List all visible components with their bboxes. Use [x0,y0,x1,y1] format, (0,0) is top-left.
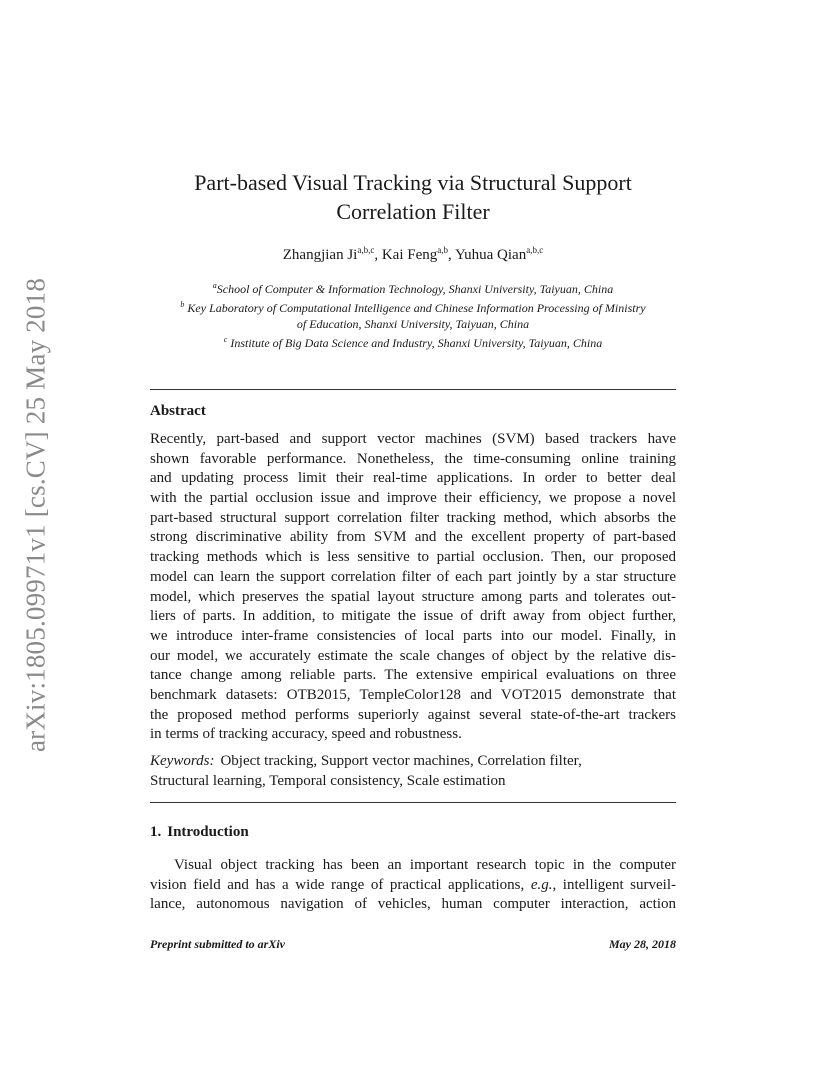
paper-title [150,168,676,226]
abstract-line: shown favorable performance. Nonetheless, the time-consuming online training [150,450,676,467]
abstract-line: model can learn the support correlation filter of each part jointly by a star structure [150,568,676,585]
affiliation-text: Key Laboratory of Computational Intelligence and Chinese Information Processing of Ministry [187,301,646,315]
bottom-divider [150,802,676,803]
abstract-body [150,430,676,745]
footer-preprint-note: Preprint submitted to arXiv [150,937,286,951]
affiliation-b [140,297,686,316]
introduction-body [150,856,676,915]
intro-line [150,876,676,896]
affiliation-text: School of Computer & Information Technology, Shanxi University, Taiyuan, China [216,282,614,296]
section-title: Introduction [167,824,249,840]
affiliation-mark: a [212,281,217,290]
affiliation-b-continued: of Education, Shanxi University, Taiyuan, China [296,317,530,331]
affiliation-mark: c [223,335,228,344]
abstract-line: we introduce inter-frame consistencies of local parts into our model. Finally, in [150,627,676,644]
title-line-2: Correlation Filter [336,199,490,224]
keywords [150,751,676,790]
abstract-line: benchmark datasets: OTB2015, TempleColor128 and VOT2015 demonstrate that [150,686,676,703]
top-divider [150,389,676,390]
affiliation-c [140,332,686,351]
title-line-1: Part-based Visual Tracking via Structural Support [194,170,632,195]
section-number: 1. [150,824,162,840]
abstract-line: Recently, part-based and support vector machines (SVM) based trackers have [150,431,676,447]
affiliation-a [140,278,686,297]
abstract-line: in terms of tracking accuracy, speed and robustness. [150,726,462,743]
author-affiliation-marks: a,b,c [357,245,375,255]
affiliation-mark: b [180,300,185,309]
author-name: Yuhua Qian [454,247,527,263]
author-affiliation-marks: a,b [437,245,449,255]
author-name: Kai Feng [381,247,438,263]
abstract-line: tracking methods which is less sensitive to partial occlusion. Then, our proposed [150,549,676,566]
section-heading [150,824,249,841]
abstract-line: with the partial occlusion issue and improve their efficiency, we propose a novel [150,490,676,507]
affiliation-text: Institute of Big Data Science and Industry, Shanxi University, Taiyuan, China [230,336,603,350]
arxiv-identifier-stamp [16,270,56,760]
arxiv-identifier: arXiv:1805.09971v1 [cs.CV] 25 May 2018 [20,277,51,753]
author-affiliation-marks: a,b,c [526,245,544,255]
abstract-line: liers of parts. In addition, to mitigate the issue of drift away from object further, [150,608,676,625]
footer-date: May 28, 2018 [609,937,676,951]
affiliations [140,278,686,351]
author-list: Zhangjian Ji$^{a,b,c}$, Kai Feng$^{a,b}$, Yuhua Qian$^{a,b,c}$ [282,245,544,263]
keywords-line-2: Structural learning, Temporal consistency, Scale estimation [150,772,506,789]
abstract-line: strong discriminative ability from SVM and the excellent property of part-based [150,529,676,546]
keywords-line-1 [150,751,676,771]
abstract-line: the proposed method performs superiorly against several state-of-the-art trackers [150,706,676,723]
intro-emphasis: e.g. [530,876,553,893]
abstract-heading: Abstract [150,403,206,419]
abstract-line: our model, we accurately estimate the scale changes of object by the relative dis- [150,647,676,664]
intro-text: , intelligent surveil- [552,876,676,893]
abstract-line: tance change among reliable parts. The extensive empirical evaluations on three [150,667,676,684]
keywords-text: Object tracking, Support vector machines, Correlation filter, [220,753,582,769]
author-name: Zhangjian Ji [282,247,358,263]
keywords-label: Keywords: [150,753,215,769]
abstract-line: and updating process limit their real-time applications. In order to better deal [150,470,676,487]
abstract-line: model, which preserves the spatial layout structure among parts and tolerates out- [150,588,676,605]
intro-text: vision field and has a wide range of practical applications, [150,876,531,893]
intro-line: lance, autonomous navigation of vehicles, human computer interaction, action [150,896,676,913]
intro-line: Visual object tracking has been an important research topic in the computer [174,857,676,873]
abstract-line: part-based structural support correlation filter tracking method, which absorbs the [150,509,676,526]
